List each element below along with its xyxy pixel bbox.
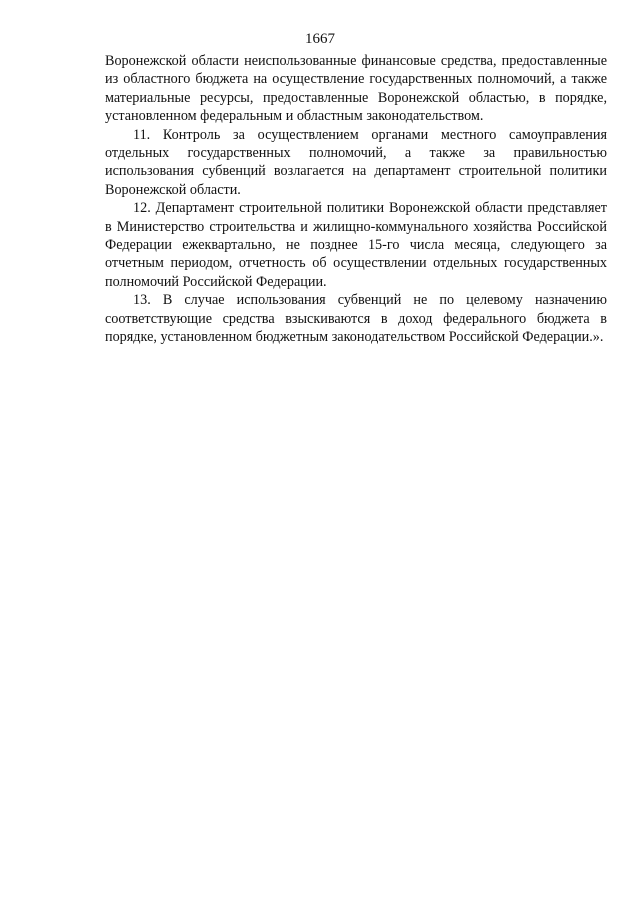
paragraph-item-13: 13. В случае использования субвенций не по целевому назначению соответствующие средства взыскиваются в доход федерального бюджета в порядке, установленном бюджетным законодательством Российской Федерации.». bbox=[105, 292, 607, 346]
document-body bbox=[105, 52, 607, 347]
paragraph-continuation: Воронежской области неиспользованные финансовые средства, предоставленные из областного бюджета на осуществление государственных полномочий, а также материальные ресурсы, предоставленные Воронежской областью, в порядке, установленном федеральным и областным законодательством. bbox=[105, 53, 607, 125]
page-number: 1667 bbox=[305, 31, 335, 47]
paragraph-item-12: 12. Департамент строительной политики Воронежской области представляет в Министерство строительства и жилищно-коммунального хозяйства Российской Федерации ежеквартально, не позднее 15-го числа месяца, следующего за отчетным периодом, отчетность об осуществлении отдельных государственных полномочий Российской Федерации. bbox=[105, 200, 607, 290]
paragraph-item-11: 11. Контроль за осуществлением органами местного самоуправления отдельных государственных полномочий, а также за правильностью использования субвенций возлагается на департамент строительной политики Воронежской области. bbox=[105, 126, 607, 198]
